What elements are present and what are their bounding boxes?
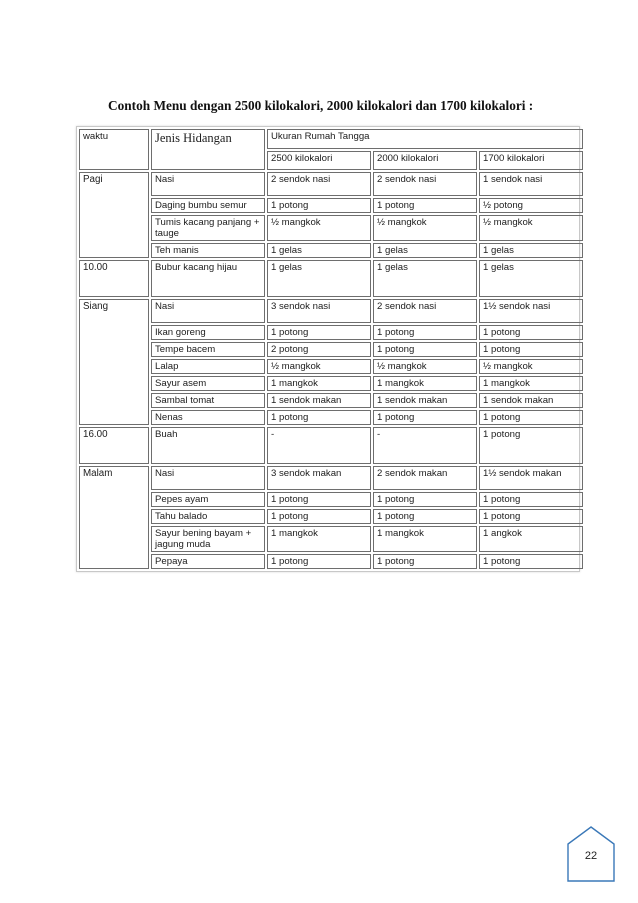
table-row [79, 509, 583, 524]
table-row [79, 243, 583, 258]
table-row [79, 492, 583, 507]
qty-2500: 2 sendok nasi [267, 172, 371, 196]
qty-1700: 1 potong [479, 410, 583, 425]
qty-2500: 1 potong [267, 410, 371, 425]
qty-2500: 3 sendok makan [267, 466, 371, 490]
qty-2000: 2 sendok nasi [373, 299, 477, 323]
food-cell: Tempe bacem [151, 342, 265, 357]
qty-1700: 1 potong [479, 342, 583, 357]
food-cell: Pepes ayam [151, 492, 265, 507]
qty-1700: 1½ sendok makan [479, 466, 583, 490]
food-cell: Tahu balado [151, 509, 265, 524]
table-row [79, 215, 583, 241]
table-row [79, 359, 583, 374]
food-cell: Ikan goreng [151, 325, 265, 340]
table-row [79, 393, 583, 408]
header-ukuran-rumah-tangga: Ukuran Rumah Tangga [267, 129, 583, 149]
food-cell: Tumis kacang panjang + tauge [151, 215, 265, 241]
time-pagi: Pagi [79, 172, 149, 258]
qty-2000: 1 mangkok [373, 376, 477, 391]
qty-1700: 1 mangkok [479, 376, 583, 391]
table-row [79, 342, 583, 357]
time-siang: Siang [79, 299, 149, 425]
table-row [79, 554, 583, 569]
food-cell: Lalap [151, 359, 265, 374]
qty-2500: ½ mangkok [267, 359, 371, 374]
header-row [79, 129, 583, 149]
qty-2500: - [267, 427, 371, 464]
food-cell: Pepaya [151, 554, 265, 569]
food-cell: Nasi [151, 299, 265, 323]
qty-2000: 2 sendok nasi [373, 172, 477, 196]
qty-2000: 2 sendok makan [373, 466, 477, 490]
qty-2000: - [373, 427, 477, 464]
food-cell: Nasi [151, 172, 265, 196]
qty-1700: 1 potong [479, 427, 583, 464]
food-cell: Buah [151, 427, 265, 464]
table-row [79, 299, 583, 323]
food-cell: Daging bumbu semur [151, 198, 265, 213]
qty-2000: 1 gelas [373, 243, 477, 258]
qty-2500: 1 potong [267, 554, 371, 569]
time-1600: 16.00 [79, 427, 149, 464]
food-cell: Nenas [151, 410, 265, 425]
qty-2000: 1 potong [373, 509, 477, 524]
table-row [79, 526, 583, 552]
header-1700-kilokalori: 1700 kilokalori [479, 151, 583, 170]
qty-2500: 2 potong [267, 342, 371, 357]
food-cell: Teh manis [151, 243, 265, 258]
qty-1700: 1 sendok nasi [479, 172, 583, 196]
qty-1700: ½ mangkok [479, 359, 583, 374]
qty-1700: 1 potong [479, 325, 583, 340]
qty-2000: 1 potong [373, 410, 477, 425]
qty-1700: 1 sendok makan [479, 393, 583, 408]
table-row [79, 172, 583, 196]
qty-2500: 1 mangkok [267, 526, 371, 552]
menu-table [77, 127, 585, 571]
qty-1700: 1 gelas [479, 243, 583, 258]
qty-2000: ½ mangkok [373, 359, 477, 374]
page-number: 22 [584, 850, 598, 862]
qty-2500: 1 potong [267, 325, 371, 340]
table-row [79, 376, 583, 391]
header-2500-kilokalori: 2500 kilokalori [267, 151, 371, 170]
header-2000-kilokalori: 2000 kilokalori [373, 151, 477, 170]
qty-2000: 1 gelas [373, 260, 477, 297]
qty-2000: 1 potong [373, 492, 477, 507]
qty-2500: 1 mangkok [267, 376, 371, 391]
qty-2000: 1 potong [373, 554, 477, 569]
time-1000: 10.00 [79, 260, 149, 297]
table-row [79, 410, 583, 425]
food-cell: Sayur bening bayam + jagung muda [151, 526, 265, 552]
qty-2500: 1 potong [267, 198, 371, 213]
qty-1700: 1 gelas [479, 260, 583, 297]
qty-2000: 1 potong [373, 198, 477, 213]
qty-1700: 1 potong [479, 509, 583, 524]
qty-2500: 1 potong [267, 509, 371, 524]
table-row [79, 325, 583, 340]
page-number-badge [566, 826, 616, 882]
qty-1700: 1½ sendok nasi [479, 299, 583, 323]
qty-1700: ½ mangkok [479, 215, 583, 241]
table-row [79, 260, 583, 297]
header-waktu: waktu [79, 129, 149, 170]
qty-2000: 1 potong [373, 342, 477, 357]
qty-2000: 1 mangkok [373, 526, 477, 552]
qty-2500: 1 gelas [267, 243, 371, 258]
qty-2500: 1 gelas [267, 260, 371, 297]
qty-1700: 1 potong [479, 492, 583, 507]
table-row [79, 198, 583, 213]
qty-2000: ½ mangkok [373, 215, 477, 241]
qty-2500: 1 sendok makan [267, 393, 371, 408]
menu-table-container [76, 126, 580, 572]
qty-2000: 1 potong [373, 325, 477, 340]
food-cell: Sambal tomat [151, 393, 265, 408]
header-jenis-hidangan: Jenis Hidangan [151, 129, 265, 170]
table-row [79, 427, 583, 464]
time-malam: Malam [79, 466, 149, 569]
table-row [79, 466, 583, 490]
qty-1700: 1 angkok [479, 526, 583, 552]
qty-1700: ½ potong [479, 198, 583, 213]
food-cell: Sayur asem [151, 376, 265, 391]
food-cell: Bubur kacang hijau [151, 260, 265, 297]
qty-2000: 1 sendok makan [373, 393, 477, 408]
food-cell: Nasi [151, 466, 265, 490]
qty-2500: 1 potong [267, 492, 371, 507]
page-heading: Contoh Menu dengan 2500 kilokalori, 2000 kilokalori dan 1700 kilokalori : [108, 98, 534, 113]
qty-2500: ½ mangkok [267, 215, 371, 241]
qty-1700: 1 potong [479, 554, 583, 569]
qty-2500: 3 sendok nasi [267, 299, 371, 323]
